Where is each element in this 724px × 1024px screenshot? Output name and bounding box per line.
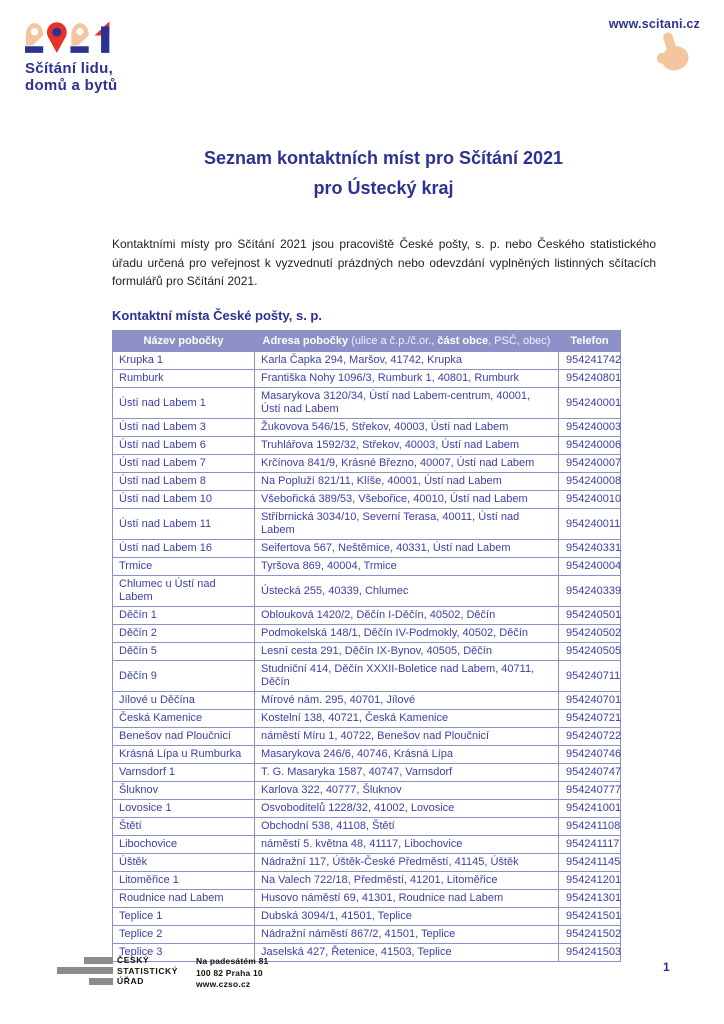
branch-address-cell: náměstí Míru 1, 40722, Benešov nad Ploučnicí <box>255 728 559 746</box>
table-row <box>113 800 621 818</box>
branch-address-cell: Mírové nám. 295, 40701, Jílové <box>255 692 559 710</box>
branch-address-cell: Truhlářova 1592/32, Střekov, 40003, Ústí nad Labem <box>255 437 559 455</box>
branch-phone-cell: 954241503 <box>559 944 621 962</box>
branch-phone-cell: 954240006 <box>559 437 621 455</box>
branch-name-cell: Děčín 9 <box>113 661 255 692</box>
branch-phone-cell: 954240711 <box>559 661 621 692</box>
branch-phone-cell: 954240010 <box>559 491 621 509</box>
branch-name-cell: Ústí nad Labem 11 <box>113 509 255 540</box>
branch-name-cell: Teplice 1 <box>113 908 255 926</box>
table-row <box>113 491 621 509</box>
branch-name-cell: Ústí nad Labem 16 <box>113 540 255 558</box>
table-row <box>113 352 621 370</box>
census-logo-tagline-line2: domů a bytů <box>25 77 118 94</box>
website-link[interactable]: www.scitani.cz <box>608 17 700 31</box>
pointer-hand-icon <box>652 31 692 73</box>
branch-phone-cell: 954240004 <box>559 558 621 576</box>
table-row <box>113 661 621 692</box>
table-row <box>113 558 621 576</box>
page-title-line1: Seznam kontaktních míst pro Sčítání 2021 <box>203 148 564 168</box>
branch-address-cell: Žukovova 546/15, Střekov, 40003, Ústí nad Labem <box>255 419 559 437</box>
table-row <box>113 643 621 661</box>
table-row <box>113 854 621 872</box>
page-number: 1 <box>663 960 670 974</box>
branch-name-cell: Ústí nad Labem 1 <box>113 388 255 419</box>
branch-phone-cell: 954240331 <box>559 540 621 558</box>
footer-website-link[interactable]: www.czso.cz <box>196 979 251 989</box>
table-row <box>113 872 621 890</box>
table-row <box>113 607 621 625</box>
branch-name-cell: Varnsdorf 1 <box>113 764 255 782</box>
table-header-row <box>113 331 621 352</box>
footer-address <box>196 956 268 991</box>
footer-address-line2: 100 82 Praha 10 <box>196 967 263 978</box>
branch-name-cell: Ústí nad Labem 6 <box>113 437 255 455</box>
csu-logo-text-line: ÚŘAD <box>117 976 144 986</box>
table-row <box>113 455 621 473</box>
branch-phone-cell: 954240721 <box>559 710 621 728</box>
branch-name-cell: Roudnice nad Labem <box>113 890 255 908</box>
branch-address-cell: Studniční 414, Děčín XXXII-Boletice nad Labem, 40711, Děčín <box>255 661 559 692</box>
column-header-address: Adresa pobočky (ulice a č.p./č.or., část obce, PSČ, obec) <box>255 331 559 352</box>
branch-address-cell: Dubská 3094/1, 41501, Teplice <box>255 908 559 926</box>
branch-address-cell: Nádražní náměstí 867/2, 41501, Teplice <box>255 926 559 944</box>
contact-table <box>112 330 621 962</box>
branch-phone-cell: 954240801 <box>559 370 621 388</box>
branch-address-cell: Masarykova 246/6, 40746, Krásná Lípa <box>255 746 559 764</box>
census-logo-tagline-line1: Sčítání lidu, <box>25 60 114 77</box>
branch-name-cell: Děčín 1 <box>113 607 255 625</box>
table-row <box>113 509 621 540</box>
branch-address-cell: Kostelní 138, 40721, Česká Kamenice <box>255 710 559 728</box>
branch-phone-cell: 954241501 <box>559 908 621 926</box>
branch-address-cell: Krčínova 841/9, Krásné Březno, 40007, Ústí nad Labem <box>255 455 559 473</box>
branch-address-cell: Oblouková 1420/2, Děčín I-Děčín, 40502, Děčín <box>255 607 559 625</box>
branch-address-cell: Všebořická 389/53, Všebořice, 40010, Ústí nad Labem <box>255 491 559 509</box>
branch-phone-cell: 954240701 <box>559 692 621 710</box>
table-row <box>113 728 621 746</box>
branch-phone-cell: 954241145 <box>559 854 621 872</box>
branch-phone-cell: 954241502 <box>559 926 621 944</box>
branch-name-cell: Rumburk <box>113 370 255 388</box>
branch-name-cell: Teplice 2 <box>113 926 255 944</box>
footer-address-line1: Na padesátém 81 <box>196 956 269 966</box>
branch-address-cell: T. G. Masaryka 1587, 40747, Varnsdorf <box>255 764 559 782</box>
branch-phone-cell: 954240003 <box>559 419 621 437</box>
branch-address-cell: Nádražní 117, Úštěk-České Předměstí, 41145, Úštěk <box>255 854 559 872</box>
section-heading: Kontaktní místa České pošty, s. p. <box>112 308 322 323</box>
branch-name-cell: Ústí nad Labem 10 <box>113 491 255 509</box>
branch-phone-cell: 954240007 <box>559 455 621 473</box>
branch-phone-cell: 954241117 <box>559 836 621 854</box>
branch-name-cell: Děčín 5 <box>113 643 255 661</box>
branch-name-cell: Česká Kamenice <box>113 710 255 728</box>
table-row <box>113 944 621 962</box>
table-row <box>113 388 621 419</box>
branch-name-cell: Ústí nad Labem 7 <box>113 455 255 473</box>
census-2021-logo-icon <box>25 18 111 58</box>
census-logo <box>25 18 117 94</box>
branch-address-cell: Na Valech 722/18, Předměstí, 41201, Litoměřice <box>255 872 559 890</box>
table-row <box>113 692 621 710</box>
branch-phone-cell: 954240502 <box>559 625 621 643</box>
csu-logo-bar <box>89 978 113 985</box>
branch-address-cell: Husovo náměstí 69, 41301, Roudnice nad Labem <box>255 890 559 908</box>
branch-phone-cell: 954240747 <box>559 764 621 782</box>
branch-phone-cell: 954241108 <box>559 818 621 836</box>
branch-phone-cell: 954241201 <box>559 872 621 890</box>
page-title-line2: pro Ústecký kraj <box>313 178 454 198</box>
table-row <box>113 576 621 607</box>
branch-name-cell: Šluknov <box>113 782 255 800</box>
branch-name-cell: Litoměřice 1 <box>113 872 255 890</box>
branch-address-cell: Na Popluží 821/11, Klíše, 40001, Ústí nad Labem <box>255 473 559 491</box>
column-header-phone: Telefon <box>559 331 621 352</box>
branch-name-cell: Úštěk <box>113 854 255 872</box>
branch-phone-cell: 954240501 <box>559 607 621 625</box>
branch-phone-cell: 954240746 <box>559 746 621 764</box>
branch-address-cell: Seifertova 567, Neštěmice, 40331, Ústí nad Labem <box>255 540 559 558</box>
branch-name-cell: Jílové u Děčína <box>113 692 255 710</box>
branch-address-cell: Masarykova 3120/34, Ústí nad Labem-centrum, 40001, Ústí nad Labem <box>255 388 559 419</box>
branch-phone-cell: 954240505 <box>559 643 621 661</box>
branch-name-cell: Krásná Lípa u Rumburka <box>113 746 255 764</box>
csu-logo-bar <box>84 957 113 964</box>
table-row <box>113 437 621 455</box>
column-header-name: Název pobočky <box>113 331 255 352</box>
branch-address-cell: Karla Čapka 294, Maršov, 41742, Krupka <box>255 352 559 370</box>
branch-address-cell: Ústecká 255, 40339, Chlumec <box>255 576 559 607</box>
table-row <box>113 908 621 926</box>
branch-phone-cell: 954241301 <box>559 890 621 908</box>
table-row <box>113 370 621 388</box>
branch-name-cell: Štětí <box>113 818 255 836</box>
page-title <box>111 143 656 203</box>
table-row <box>113 473 621 491</box>
branch-address-cell: Obchodní 538, 41108, Štětí <box>255 818 559 836</box>
csu-logo-bar <box>57 967 113 974</box>
table-row <box>113 710 621 728</box>
branch-address-cell: Podmokelská 148/1, Děčín IV-Podmokly, 40502, Děčín <box>255 625 559 643</box>
branch-table-body <box>113 352 621 962</box>
branch-phone-cell: 954240011 <box>559 509 621 540</box>
csu-logo <box>57 956 178 986</box>
table-row <box>113 419 621 437</box>
branch-phone-cell: 954240777 <box>559 782 621 800</box>
intro-paragraph: Kontaktními místy pro Sčítání 2021 jsou pracoviště České pošty, s. p. nebo Českého statistického úřadu určená pro veřejnost k vyzvednutí prázdných nebo odevzdání vyplněných listinných sčítacích formulářů pro Sčítání 2021. <box>112 237 656 288</box>
branch-address-cell: Karlova 322, 40777, Šluknov <box>255 782 559 800</box>
table-row <box>113 782 621 800</box>
branch-name-cell: Lovosice 1 <box>113 800 255 818</box>
branch-name-cell: Ústí nad Labem 8 <box>113 473 255 491</box>
branch-name-cell: Krupka 1 <box>113 352 255 370</box>
table-row <box>113 746 621 764</box>
branch-phone-cell: 954240001 <box>559 388 621 419</box>
branch-phone-cell: 954240008 <box>559 473 621 491</box>
branch-address-cell: Jaselská 427, Řetenice, 41503, Teplice <box>255 944 559 962</box>
branch-name-cell: Ústí nad Labem 3 <box>113 419 255 437</box>
branch-name-cell: Děčín 2 <box>113 625 255 643</box>
csu-logo-text-line: ČESKÝ <box>117 955 150 965</box>
branch-phone-cell: 954240722 <box>559 728 621 746</box>
csu-logo-text-line: STATISTICKÝ <box>117 965 179 976</box>
branch-phone-cell: 954241001 <box>559 800 621 818</box>
branch-phone-cell: 954240339 <box>559 576 621 607</box>
branch-name-cell: Trmice <box>113 558 255 576</box>
table-row <box>113 764 621 782</box>
branch-address-cell: Lesní cesta 291, Děčín IX-Bynov, 40505, Děčín <box>255 643 559 661</box>
branch-name-cell: Teplice 3 <box>113 944 255 962</box>
branch-phone-cell: 954241742 <box>559 352 621 370</box>
table-row <box>113 890 621 908</box>
table-row <box>113 625 621 643</box>
table-row <box>113 926 621 944</box>
table-row <box>113 540 621 558</box>
branch-address-cell: Stříbrnická 3034/10, Severní Terasa, 40011, Ústí nad Labem <box>255 509 559 540</box>
table-row <box>113 836 621 854</box>
branch-address-cell: náměstí 5. května 48, 41117, Libochovice <box>255 836 559 854</box>
branch-address-cell: Osvoboditelů 1228/32, 41002, Lovosice <box>255 800 559 818</box>
branch-address-cell: Tyršova 869, 40004, Trmice <box>255 558 559 576</box>
branch-name-cell: Libochovice <box>113 836 255 854</box>
branch-name-cell: Benešov nad Ploučnicí <box>113 728 255 746</box>
branch-address-cell: Františka Nohy 1096/3, Rumburk 1, 40801, Rumburk <box>255 370 559 388</box>
table-row <box>113 818 621 836</box>
branch-name-cell: Chlumec u Ústí nad Labem <box>113 576 255 607</box>
